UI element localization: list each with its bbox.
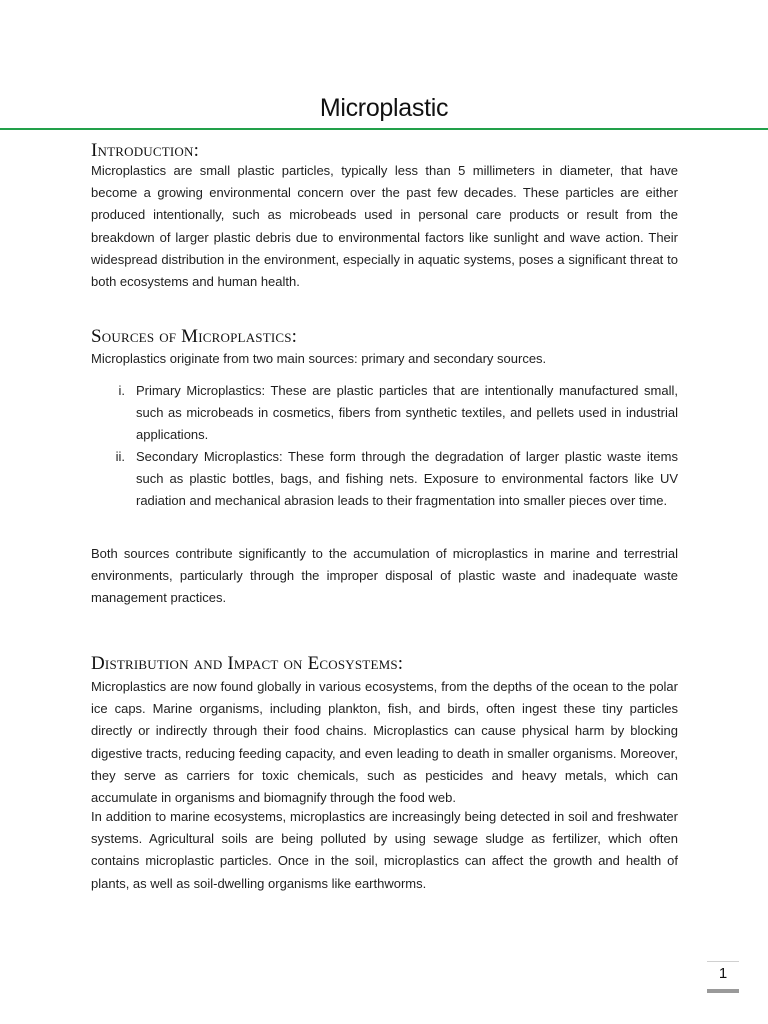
sources-intro-paragraph: Microplastics originate from two main sources: primary and secondary sources. <box>91 351 547 366</box>
list-item <box>91 446 678 512</box>
document-title: Microplastic <box>319 94 449 122</box>
section-heading-distribution: Distribution and Impact on Ecosystems: <box>91 653 404 674</box>
page-number-rule <box>707 961 739 962</box>
introduction-paragraph: Microplastics are small plastic particles, typically less than 5 millimeters in diameter, that have become a growing environmental concern over the past few decades. These particles are either produced intentionally, such as microbeads used in personal care products or result from the breakdown of larger plastic debris due to environmental factors like sunlight and wave action. Their widespread distribution in the environment, especially in aquatic systems, poses a significant threat to both ecosystems and human health. <box>91 163 678 290</box>
list-marker: ii. <box>115 449 125 464</box>
distribution-paragraph-2: In addition to marine ecosystems, microplastics are increasingly being detected in soil and freshwater systems. Agricultural soils are being polluted by using sewage sludge as fertilizer, which often contains microplastic particles. Once in the soil, microplastics can affect the growth and health of plants, as well as soil-dwelling organisms like earthworms. <box>91 809 678 891</box>
list-item <box>91 380 678 446</box>
distribution-paragraph-1: Microplastics are now found globally in various ecosystems, from the depths of the ocean to the polar ice caps. Marine organisms, including plankton, fish, and birds, often ingest these tiny particles directly or indirectly through their food chains. Microplastics can cause physical harm by blocking digestive tracts, reducing feeding capacity, and even leading to death in smaller organisms. Moreover, they serve as carriers for toxic chemicals, such as pesticides and heavy metals, which can accumulate in organisms and biomagnify through the food web. <box>91 679 678 806</box>
sources-list <box>91 380 678 512</box>
section-heading-introduction: Introduction: <box>91 140 200 161</box>
sources-conclusion-paragraph: Both sources contribute significantly to the accumulation of microplastics in marine and terrestrial environments, particularly through the improper disposal of plastic waste and inadequate waste management practices. <box>91 546 678 606</box>
section-heading-sources: Sources of Microplastics: <box>91 326 298 347</box>
page-number-bar <box>707 989 739 993</box>
list-item-text: Primary Microplastics: These are plastic particles that are intentionally manufactured small, such as microbeads in cosmetics, fibers from synthetic textiles, and pellets used in industrial applications. <box>136 383 678 442</box>
list-marker: i. <box>118 383 125 398</box>
title-divider <box>0 128 768 130</box>
page-number: 1 <box>718 965 728 982</box>
list-item-text: Secondary Microplastics: These form through the degradation of larger plastic waste items such as plastic bottles, bags, and fishing nets. Exposure to environmental factors like UV radiation and mechanical abrasion leads to their fragmentation into smaller pieces over time. <box>136 449 678 508</box>
